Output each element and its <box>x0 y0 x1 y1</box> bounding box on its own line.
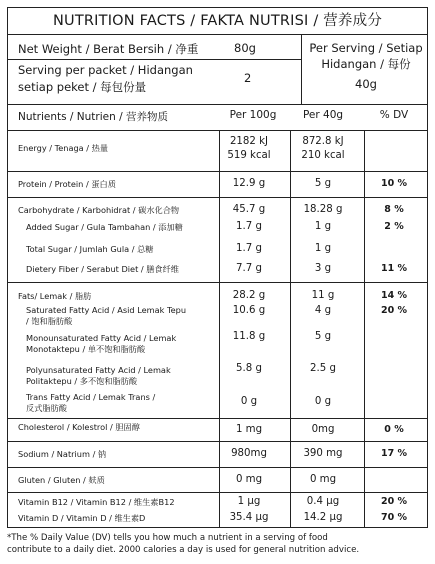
saturated-fat-per40: 4 g <box>314 305 332 316</box>
divider <box>301 34 302 105</box>
total-sugar-per40: 1 g <box>314 243 332 254</box>
vitamin-d-label: Vitamin D / Vitamin D / 维生素D <box>18 513 146 523</box>
saturated-fat-dv: 20 % <box>380 305 408 316</box>
gluten-label: Gluten / Gluten / 麸质 <box>18 475 105 485</box>
energy-per40-kj: 872.8 kJ <box>302 136 344 147</box>
footnote-line2: contribute to a daily diet. 2000 calories a day is used for general nutrition advice. <box>7 545 360 555</box>
vitamin-b12-dv: 20 % <box>380 496 408 507</box>
trans-fat-per100: 0 g <box>240 396 258 407</box>
vitamin-b12-per100: 1 µg <box>237 496 261 507</box>
energy-per100-kj: 2182 kJ <box>229 136 269 147</box>
carbohydrate-dv: 8 % <box>384 204 404 215</box>
cholesterol-dv: 0 % <box>384 424 404 435</box>
vitamin-d-dv: 70 % <box>380 512 408 523</box>
vitamin-d-per100: 35.4 µg <box>229 512 269 523</box>
label-title: NUTRITION FACTS / FAKTA NUTRISI / 营养成分 <box>52 13 383 29</box>
added-sugar-dv: 2 % <box>384 221 404 232</box>
protein-per100: 12.9 g <box>232 178 266 189</box>
protein-dv: 10 % <box>380 178 408 189</box>
dietary-fiber-per40: 3 g <box>314 263 332 274</box>
column-divider <box>290 130 291 527</box>
column-divider <box>364 130 365 527</box>
total-sugar-per100: 1.7 g <box>236 243 262 254</box>
per-serving-label-line2: Hidangan / 每份 <box>321 57 411 71</box>
sodium-per100: 980mg <box>231 448 267 459</box>
vitamin-b12-per40: 0.4 µg <box>306 496 340 507</box>
mono-fat-label-line1: Monounsaturated Fatty Acid / Lemak <box>26 333 177 343</box>
footnote <box>7 532 428 556</box>
header-per40: Per 40g <box>302 109 344 121</box>
header-dv: % DV <box>379 109 409 121</box>
vitamin-d-per40: 14.2 µg <box>303 512 343 523</box>
dietary-fiber-label: Dietery Fiber / Serabut Diet / 膳食纤维 <box>26 264 179 274</box>
carbohydrate-label: Carbohydrate / Karbohidrat / 碳水化合物 <box>18 205 180 215</box>
column-divider <box>219 130 220 527</box>
gluten-per40: 0 mg <box>309 474 337 485</box>
carbohydrate-per100: 45.7 g <box>232 204 266 215</box>
added-sugar-label: Added Sugar / Gula Tambahan / 添加糖 <box>26 222 183 232</box>
saturated-fat-per100: 10.6 g <box>232 305 266 316</box>
gluten-per100: 0 mg <box>235 474 263 485</box>
poly-fat-label-line2: Politaktepu / 多不饱和脂肪酸 <box>26 376 138 386</box>
vitamin-b12-label: Vitamin B12 / Vitamin B12 / 维生素B12 <box>18 497 175 507</box>
sodium-label: Sodium / Natrium / 钠 <box>18 449 107 459</box>
trans-fat-per40: 0 g <box>314 396 332 407</box>
fats-per100: 28.2 g <box>232 290 266 301</box>
per-serving-label-line1: Per Serving / Setiap <box>309 41 423 55</box>
poly-fat-per100: 5.8 g <box>236 363 262 374</box>
servings-per-packet-value: 2 <box>244 71 252 85</box>
energy-label: Energy / Tenaga / 热量 <box>18 143 109 153</box>
trans-fat-label-line2: 反式脂肪酸 <box>26 403 67 413</box>
sodium-dv: 17 % <box>380 448 408 459</box>
added-sugar-per100: 1.7 g <box>236 221 262 232</box>
energy-per100-kcal: 519 kcal <box>227 150 271 161</box>
saturated-fat-label-line1: Saturated Fatty Acid / Asid Lemak Tepu <box>26 305 187 315</box>
cholesterol-per40: 0mg <box>311 424 335 435</box>
carbohydrate-per40: 18.28 g <box>303 204 343 215</box>
dietary-fiber-per100: 7.7 g <box>236 263 262 274</box>
nutrition-label <box>7 7 428 528</box>
mono-fat-per40: 5 g <box>314 331 332 342</box>
header-per100: Per 100g <box>229 109 277 121</box>
poly-fat-label-line1: Polyunsaturated Fatty Acid / Lemak <box>26 365 171 375</box>
poly-fat-per40: 2.5 g <box>310 363 336 374</box>
sodium-per40: 390 mg <box>303 448 343 459</box>
footnote-line1: *The % Daily Value (DV) tells you how much a nutrient in a serving of food <box>7 533 328 543</box>
total-sugar-label: Total Sugar / Jumlah Gula / 总糖 <box>26 244 154 254</box>
protein-per40: 5 g <box>314 178 332 189</box>
divider <box>8 34 427 35</box>
servings-per-packet-label-line1: Serving per packet / Hidangan <box>18 63 193 77</box>
mono-fat-per100: 11.8 g <box>232 331 266 342</box>
added-sugar-per40: 1 g <box>314 221 332 232</box>
energy-per40-kcal: 210 kcal <box>301 150 345 161</box>
mono-fat-label-line2: Monotaktepu / 单不饱和脂肪酸 <box>26 344 146 354</box>
saturated-fat-label-line2: / 饱和脂肪酸 <box>26 316 73 326</box>
header-nutrients: Nutrients / Nutrien / 营养物质 <box>18 111 168 123</box>
dietary-fiber-dv: 11 % <box>380 263 408 274</box>
fats-per40: 11 g <box>311 290 335 301</box>
cholesterol-per100: 1 mg <box>235 424 263 435</box>
servings-per-packet-label-line2: setiap peket / 每包份量 <box>18 80 147 94</box>
protein-label: Protein / Protein / 蛋白质 <box>18 179 116 189</box>
per-serving-value: 40g <box>355 77 377 91</box>
divider <box>8 59 301 60</box>
trans-fat-label-line1: Trans Fatty Acid / Lemak Trans / <box>26 392 156 402</box>
cholesterol-label: Cholesterol / Kolestrol / 胆固醇 <box>18 422 140 432</box>
net-weight-label: Net Weight / Berat Bersih / 净重 <box>18 42 199 56</box>
divider <box>8 104 427 105</box>
fats-dv: 14 % <box>380 290 408 301</box>
net-weight-value: 80g <box>234 41 256 55</box>
fats-label: Fats/ Lemak / 脂肪 <box>18 291 92 301</box>
